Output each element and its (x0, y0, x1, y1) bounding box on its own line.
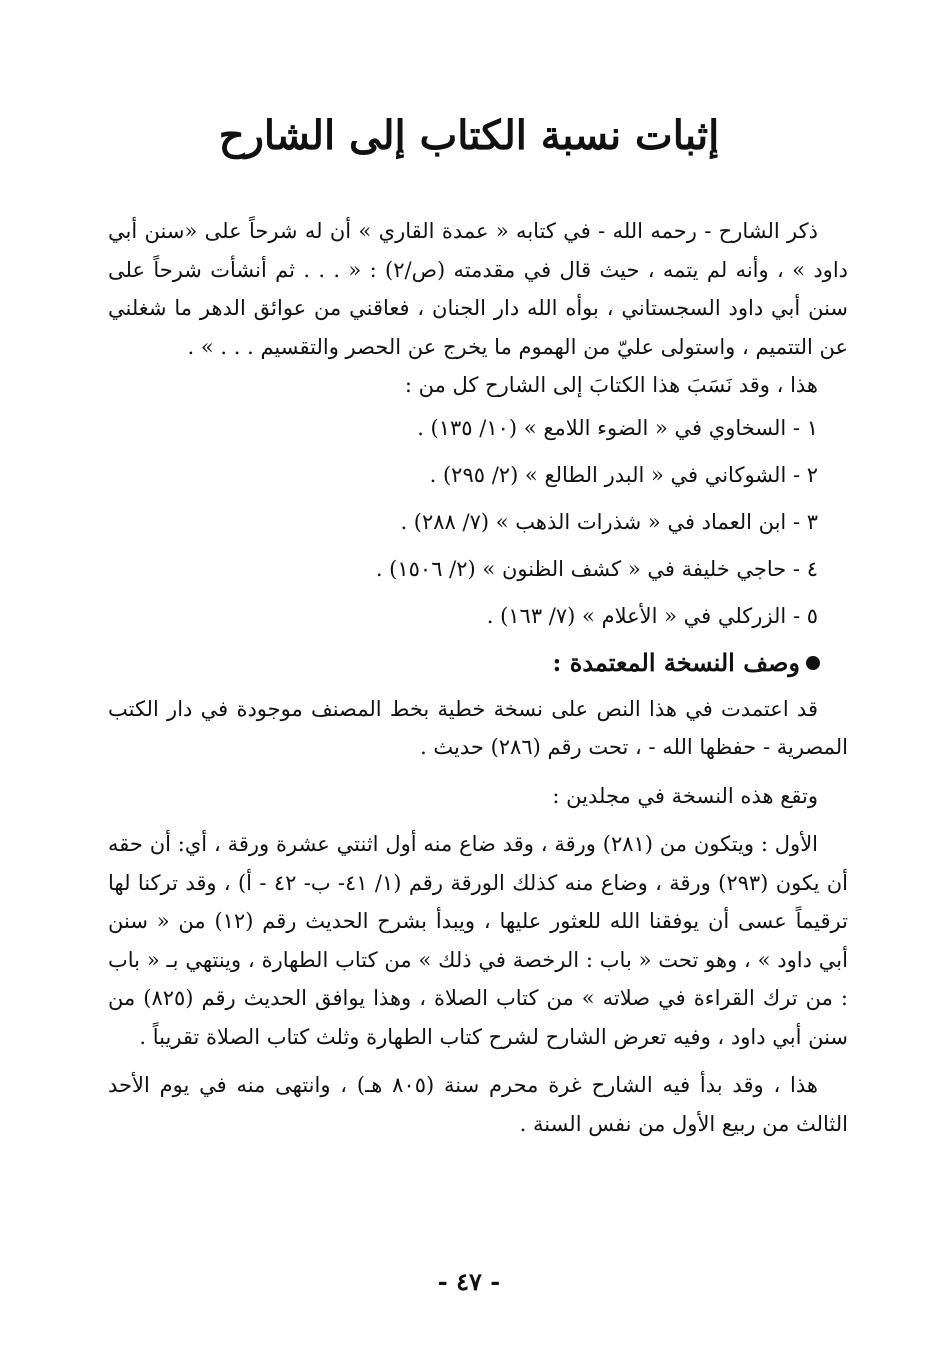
attribution-lead: هذا ، وقد نَسَبَ هذا الكتابَ إلى الشارح كل من : (404, 373, 818, 397)
page-title: إثبات نسبة الكتاب إلى الشارح (218, 112, 720, 159)
page-number: - ٤٧ - (437, 1267, 501, 1296)
list-item: ٤ - حاجي خليفة في « كشف الظنون » (٢/ ١٥٠٦) . (375, 556, 818, 581)
manuscript-paragraph: قد اعتمدت في هذا النص على نسخة خطية بخط المصنف موجودة في دار الكتب المصرية - حفظها الله - ، تحت رقم (٢٨٦) حديث . (108, 696, 848, 759)
dates-paragraph: هذا ، وقد بدأ فيه الشارح غرة محرم سنة (٨٠٥ هـ) ، وانتهى منه في يوم الأحد الثالث من ربيع الأول من نفس السنة . (108, 1073, 848, 1136)
list-item: ١ - السخاوي في « الضوء اللامع » (١٠/ ١٣٥) . (417, 415, 818, 440)
filled-circle-bullet-icon (806, 656, 820, 670)
volumes-paragraph: وتقع هذه النسخة في مجلدين : (552, 783, 818, 808)
list-item: ٢ - الشوكاني في « البدر الطالع » (٢/ ٢٩٥) . (429, 462, 818, 487)
list-item: ٥ - الزركلي في « الأعلام » (٧/ ١٦٣) . (486, 603, 818, 628)
list-item: ٣ - ابن العماد في « شذرات الذهب » (٧/ ٢٨٨) . (400, 509, 818, 534)
intro-paragraph: ذكر الشارح - رحمه الله - في كتابه « عمدة القاري » أن له شرحاً على «سنن أبي داود » ، وأنه لم يتمه ، حيث قال في مقدمته (ص/٢) : « . . . ثم أنشأت شرحاً على سنن أبي داود السجستاني ، بوأه الله دار الجنان ، فعاقني من عوائق الدهر ما شغلني عن التتميم ، واستولى عليّ من الهموم ما يخرج عن الحصر والتقسيم . . . » . (108, 219, 848, 359)
main-text (108, 212, 848, 1143)
attribution-list (108, 405, 848, 640)
section-heading (108, 642, 848, 684)
first-volume-paragraph: الأول : ويتكون من (٢٨١) ورقة ، وقد ضاع منه أول اثنتي عشرة ورقة ، أي: أن حقه أن يكون (٢٩٣) ورقة ، وضاع منه كذلك الورقة رقم (١/ ٤١- ب- ٤٢ - أ) ، وقد تركنا لها ترقيماً عسى أن يوفقنا الله للعثور عليها ، ويبدأ بشرح الحديث رقم (١٢) من « سنن أبي داود » ، وهو تحت « باب : الرخصة في ذلك » من كتاب الطهارة ، وينتهي بـ « باب : من ترك القراءة في صلاته » من كتاب الصلاة ، وهذا يوافق الحديث رقم (٨٢٥) من سنن أبي داود ، وفيه تعرض الشارح لشرح كتاب الطهارة وثلث كتاب الصلاة تقريباً . (108, 832, 849, 1049)
section-heading-text: وصف النسخة المعتمدة : (552, 647, 800, 677)
